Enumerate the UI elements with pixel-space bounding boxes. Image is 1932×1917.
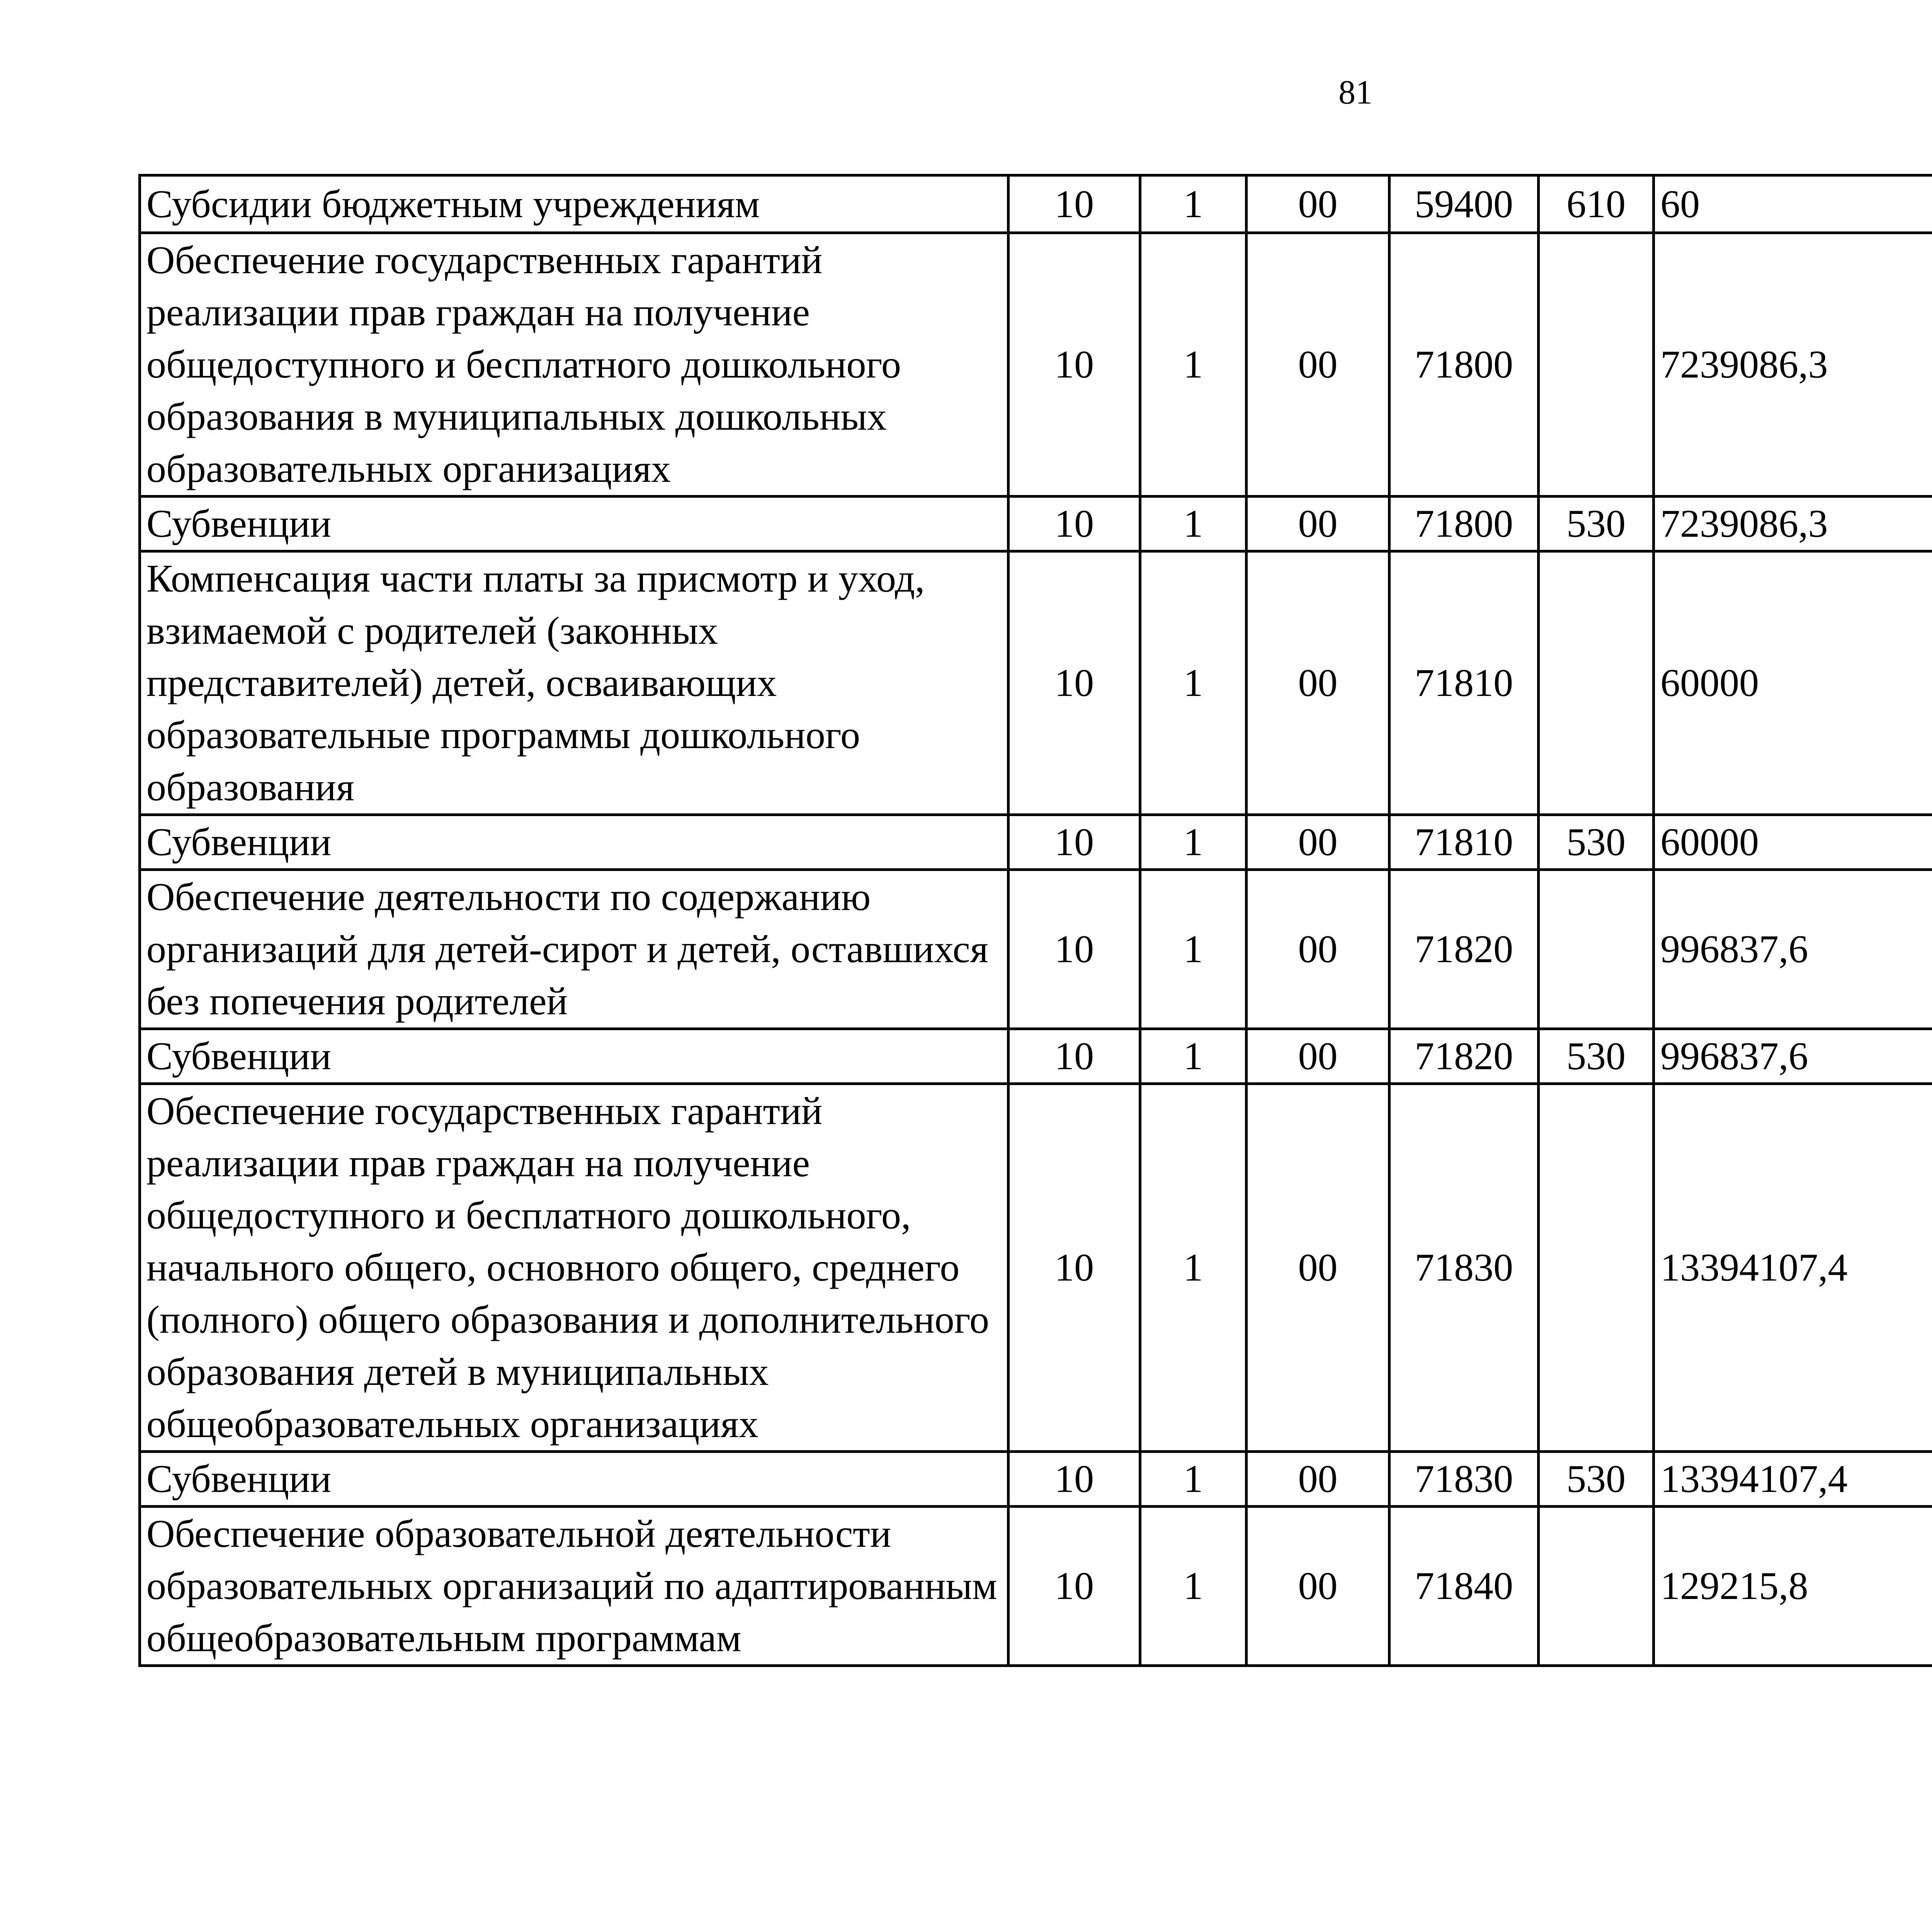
cell-podrazdel: 1 — [1140, 815, 1247, 870]
cell-podrazdel: 1 — [1140, 1029, 1247, 1084]
cell-amount-year-1: 7239086,3 — [1654, 233, 1932, 497]
cell-target-direction: 71830 — [1389, 1084, 1539, 1452]
row-name: Субвенции — [140, 497, 1009, 551]
cell-expense-type: 610 — [1539, 175, 1654, 233]
cell-expense-type — [1539, 551, 1654, 815]
cell-target-direction: 71830 — [1389, 1452, 1539, 1507]
row-name: Обеспечение образовательной деятельности образовательных организаций по адаптированным общеобразовательным программам — [140, 1507, 1009, 1666]
cell-razdel: 10 — [1009, 233, 1140, 497]
cell-razdel: 10 — [1009, 175, 1140, 233]
row-name: Обеспечение государственных гарантий реализации прав граждан на получение общедоступного и бесплатного дошкольного, начального общего, основного общего, среднего (полного) общего образования и дополнительного образования детей в муниципальных общеобразовательных организациях — [140, 1084, 1009, 1452]
cell-podrazdel: 1 — [1140, 551, 1247, 815]
table-row — [140, 870, 1932, 1029]
cell-target-direction: 71820 — [1389, 870, 1539, 1029]
cell-target-program: 00 — [1247, 1084, 1389, 1452]
cell-razdel: 10 — [1009, 815, 1140, 870]
cell-target-direction: 71840 — [1389, 1507, 1539, 1666]
cell-target-direction: 71800 — [1389, 233, 1539, 497]
cell-expense-type: 530 — [1539, 1029, 1654, 1084]
table-row — [140, 175, 1932, 233]
table-row — [140, 1507, 1932, 1666]
row-name: Субсидии бюджетным учреждениям — [140, 175, 1009, 233]
cell-expense-type — [1539, 870, 1654, 1029]
table-row — [140, 1029, 1932, 1084]
cell-razdel: 10 — [1009, 1507, 1140, 1666]
cell-amount-year-1: 13394107,4 — [1654, 1452, 1932, 1507]
page-number: 81 — [1338, 74, 1372, 111]
cell-amount-year-1: 996837,6 — [1654, 1029, 1932, 1084]
table-row — [140, 1084, 1932, 1452]
cell-expense-type: 530 — [1539, 815, 1654, 870]
cell-target-direction: 71820 — [1389, 1029, 1539, 1084]
cell-podrazdel: 1 — [1140, 1084, 1247, 1452]
cell-target-program: 00 — [1247, 815, 1389, 870]
cell-target-program: 00 — [1247, 1452, 1389, 1507]
cell-expense-type — [1539, 1084, 1654, 1452]
cell-amount-year-1: 60000 — [1654, 551, 1932, 815]
cell-expense-type: 530 — [1539, 497, 1654, 551]
cell-target-program: 00 — [1247, 233, 1389, 497]
cell-podrazdel: 1 — [1140, 870, 1247, 1029]
cell-razdel: 10 — [1009, 497, 1140, 551]
cell-podrazdel: 1 — [1140, 1452, 1247, 1507]
cell-razdel: 10 — [1009, 870, 1140, 1029]
cell-amount-year-1: 60 — [1654, 175, 1932, 233]
row-name: Субвенции — [140, 1029, 1009, 1084]
cell-expense-type — [1539, 1507, 1654, 1666]
row-name: Субвенции — [140, 1452, 1009, 1507]
cell-target-program: 00 — [1247, 551, 1389, 815]
cell-razdel: 10 — [1009, 551, 1140, 815]
cell-target-direction: 71800 — [1389, 497, 1539, 551]
cell-podrazdel: 1 — [1140, 1507, 1247, 1666]
cell-razdel: 10 — [1009, 1084, 1140, 1452]
cell-podrazdel: 1 — [1140, 175, 1247, 233]
cell-target-program: 00 — [1247, 1507, 1389, 1666]
table-row — [140, 233, 1932, 497]
cell-target-program: 00 — [1247, 1029, 1389, 1084]
row-name: Субвенции — [140, 815, 1009, 870]
cell-expense-type: 530 — [1539, 1452, 1654, 1507]
budget-table — [138, 174, 1932, 1667]
row-name: Обеспечение деятельности по содержанию организаций для детей-сирот и детей, оставшихся без попечения родителей — [140, 870, 1009, 1029]
cell-target-direction: 71810 — [1389, 815, 1539, 870]
cell-target-direction: 59400 — [1389, 175, 1539, 233]
cell-razdel: 10 — [1009, 1452, 1140, 1507]
row-name: Компенсация части платы за присмотр и уход, взимаемой с родителей (законных представителей) детей, осваивающих образовательные программы дошкольного образования — [140, 551, 1009, 815]
cell-amount-year-1: 13394107,4 — [1654, 1084, 1932, 1452]
cell-target-program: 00 — [1247, 175, 1389, 233]
table-row — [140, 1452, 1932, 1507]
cell-target-program: 00 — [1247, 870, 1389, 1029]
cell-target-program: 00 — [1247, 497, 1389, 551]
cell-podrazdel: 1 — [1140, 497, 1247, 551]
cell-expense-type — [1539, 233, 1654, 497]
cell-amount-year-1: 129215,8 — [1654, 1507, 1932, 1666]
cell-amount-year-1: 60000 — [1654, 815, 1932, 870]
cell-razdel: 10 — [1009, 1029, 1140, 1084]
cell-amount-year-1: 7239086,3 — [1654, 497, 1932, 551]
row-name: Обеспечение государственных гарантий реализации прав граждан на получение общедоступного и бесплатного дошкольного образования в муниципальных дошкольных образовательных организациях — [140, 233, 1009, 497]
cell-target-direction: 71810 — [1389, 551, 1539, 815]
cell-amount-year-1: 996837,6 — [1654, 870, 1932, 1029]
table-row — [140, 551, 1932, 815]
table-row — [140, 815, 1932, 870]
cell-podrazdel: 1 — [1140, 233, 1247, 497]
table-row — [140, 497, 1932, 551]
